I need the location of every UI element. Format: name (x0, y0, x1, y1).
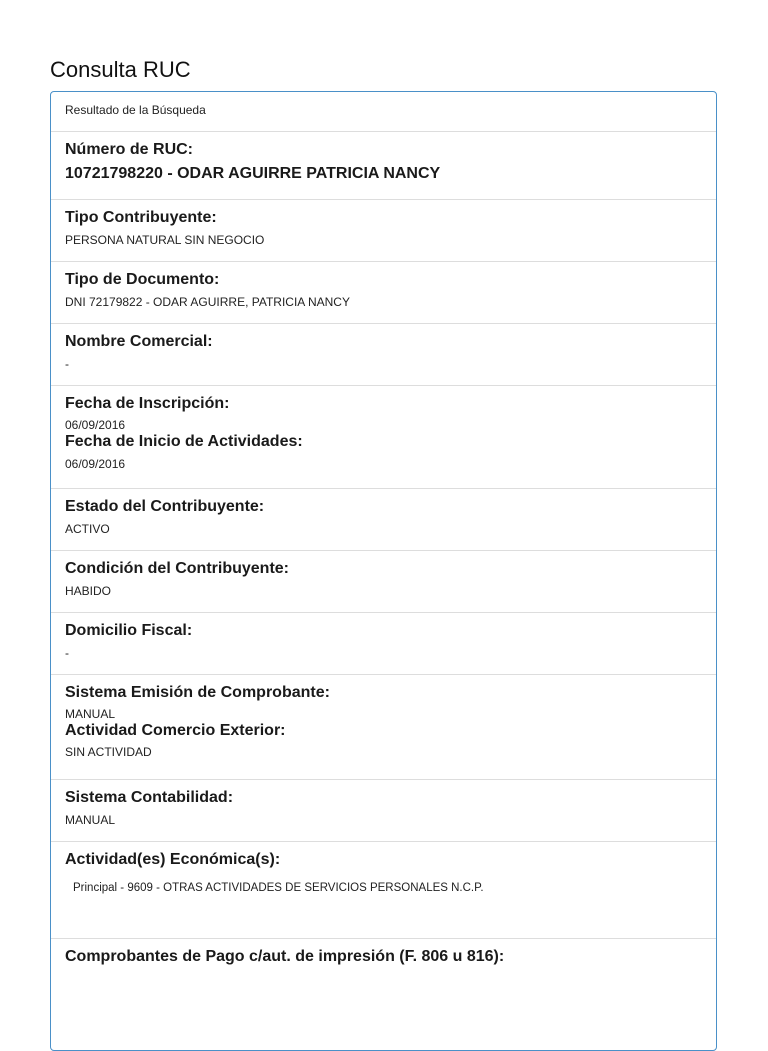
row-actividades-economicas (51, 842, 716, 939)
fecha-inscripcion-label: Fecha de Inscripción: (65, 395, 230, 412)
row-tipo-contribuyente (51, 200, 716, 262)
page-title: Consulta RUC (50, 57, 191, 82)
estado-value: ACTIVO (65, 522, 110, 536)
nombre-comercial-value: - (65, 357, 69, 371)
nombre-comercial-label: Nombre Comercial: (65, 333, 213, 350)
domicilio-label: Domicilio Fiscal: (65, 622, 193, 639)
condicion-value: HABIDO (65, 584, 112, 598)
actividad-comercio-label: Actividad Comercio Exterior: (65, 722, 286, 739)
actividades-table (65, 880, 702, 896)
tipo-documento-value: DNI 72179822 - ODAR AGUIRRE, PATRICIA NANCY (65, 295, 350, 309)
row-sistema-emision (51, 675, 716, 780)
row-estado (51, 489, 716, 551)
tipo-contribuyente-value: PERSONA NATURAL SIN NEGOCIO (65, 233, 265, 247)
actividad-comercio-value: SIN ACTIVIDAD (65, 745, 152, 759)
panel-heading: Resultado de la Búsqueda (51, 92, 716, 132)
row-domicilio (51, 613, 716, 675)
row-comprobantes-pago (51, 939, 716, 999)
row-sistema-contabilidad (51, 780, 716, 842)
sistema-emision-label: Sistema Emisión de Comprobante: (65, 684, 330, 701)
row-condicion (51, 551, 716, 613)
fecha-inicio-value: 06/09/2016 (65, 457, 126, 471)
row-tipo-documento (51, 262, 716, 324)
ruc-value: 10721798220 - ODAR AGUIRRE PATRICIA NANCY (65, 165, 441, 182)
sistema-contabilidad-value: MANUAL (65, 813, 116, 827)
result-panel (50, 91, 717, 1051)
fecha-inscripcion-value: 06/09/2016 (65, 418, 126, 432)
row-nombre-comercial (51, 324, 716, 386)
tipo-documento-label: Tipo de Documento: (65, 271, 220, 288)
sistema-emision-value: MANUAL (65, 707, 116, 721)
comprobantes-pago-label: Comprobantes de Pago c/aut. de impresión (F. 806 u 816): (65, 948, 505, 965)
condicion-label: Condición del Contribuyente: (65, 560, 289, 577)
actividades-economicas-label: Actividad(es) Económica(s): (65, 851, 281, 868)
domicilio-value: - (65, 646, 69, 660)
row-ruc (51, 132, 716, 200)
tipo-contribuyente-label: Tipo Contribuyente: (65, 209, 217, 226)
estado-label: Estado del Contribuyente: (65, 498, 265, 515)
ruc-label: Número de RUC: (65, 141, 194, 158)
row-fechas (51, 386, 716, 489)
sistema-contabilidad-label: Sistema Contabilidad: (65, 789, 234, 806)
actividad-item: Principal - 9609 - OTRAS ACTIVIDADES DE SERVICIOS PERSONALES N.C.P. (73, 882, 484, 894)
fecha-inicio-label: Fecha de Inicio de Actividades: (65, 433, 303, 450)
